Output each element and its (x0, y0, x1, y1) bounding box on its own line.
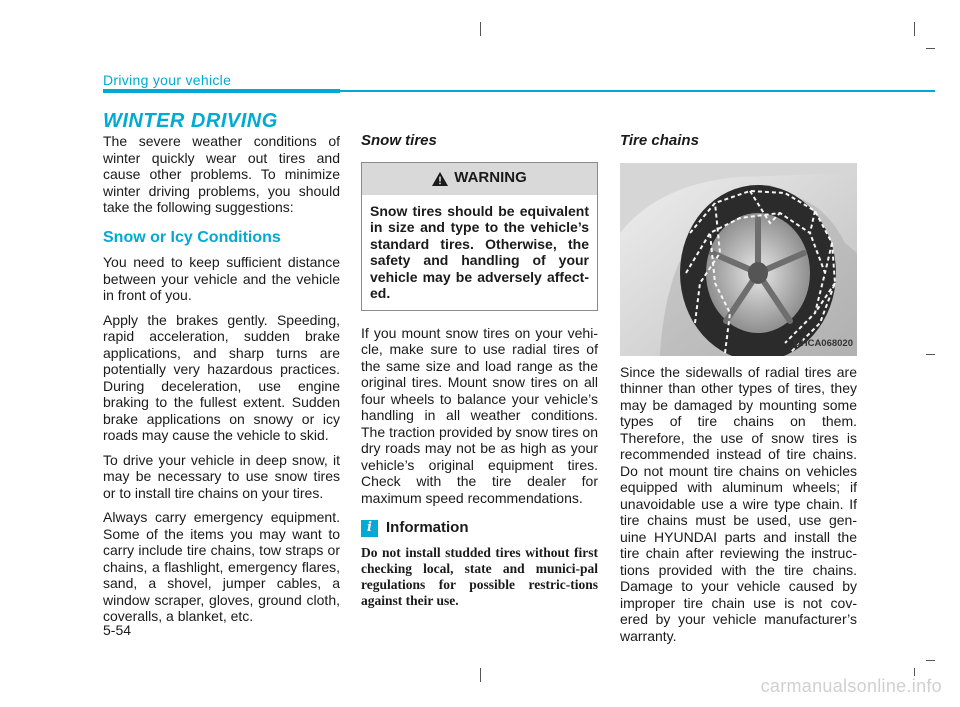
page-number: 5-54 (103, 622, 132, 638)
heading-snow-tires: Snow tires (361, 132, 437, 149)
warning-triangle-icon (432, 172, 448, 186)
information-text: Do not install studded tires without first checking local, state and munici-pal regulations for possible restric-tions against their use. (361, 545, 598, 608)
warning-label: WARNING (454, 169, 527, 187)
crop-mark (926, 660, 935, 661)
info-icon: i (361, 520, 378, 537)
tire-chain-illustration (620, 163, 857, 356)
header-rule (103, 90, 935, 92)
page-title: WINTER DRIVING (103, 110, 278, 132)
warning-header (362, 163, 597, 195)
crop-mark (914, 668, 915, 676)
warning-text: Snow tires should be equivalent in size and type to the vehicle’s standard tires. Otherwise, the safety and handling of your vehicle may be adversely affect-ed. (370, 202, 589, 301)
heading-tire-chains: Tire chains (620, 132, 699, 149)
information-header (361, 520, 598, 537)
tire-chain-image (620, 163, 857, 356)
crop-mark (480, 22, 481, 36)
paragraph: Apply the brakes gently. Speeding, rapid acceleration, sudden brake applications, and sharp turns are potentially very hazardous practices. During deceleration, use engine braking to the fullest extent. Sudden brake applications on snowy or icy roads may cause the vehicle to skid. (103, 311, 340, 443)
crop-mark (480, 668, 481, 682)
crop-mark (926, 48, 935, 49)
section-label: Driving your vehicle (103, 72, 232, 88)
column-middle (361, 133, 598, 617)
column-right (620, 133, 857, 652)
crop-mark (914, 22, 915, 36)
column-left (103, 133, 340, 633)
paragraph: You need to keep sufficient distance between your vehicle and the vehicle in front of you. (103, 254, 340, 303)
tire-chains-paragraph: Since the sidewalls of radial tires are thinner than other types of tires, they may be damaged by mounting some types of tire chains on them. Therefore, the use of snow tires is recommended instead of tire chains. Do not mount tire chains on vehicles equipped with aluminum wheels; if unavoidable use a wire type chain. If tire chains must be used, use gen-uine HYUNDAI parts and install the tire chain after reviewing the instruc-tions provided with the tire chains. Damage to your vehicle caused by improper tire chain use is not cov-ered by your vehicle manufacturer’s warranty. (620, 363, 857, 644)
paragraph: To drive your vehicle in deep snow, it may be necessary to use snow tires or to install tire chains on your tires. (103, 451, 340, 501)
snow-tires-paragraph: If you mount snow tires on your vehi-cle, make sure to use radial tires of the same size and load range as the original tires. Mount snow tires on all four wheels to balance your vehicle’s handling in all weather conditions. The traction provided by snow tires on dry roads may not be as high as your vehicle’s original equipment tires. Check with the tire dealer for maximum speed recommendations. (361, 324, 598, 506)
warning-box (361, 162, 598, 311)
figure-code: OHCA068020 (793, 338, 853, 349)
watermark: carmanualsonline.info (760, 676, 942, 696)
intro-paragraph: The severe weather conditions of winter quickly wear out tires and cause other problems. To minimize winter driving problems, you should take the following suggestions: (103, 133, 340, 215)
paragraph: Always carry emergency equipment. Some of the items you may want to carry include tire chains, tow straps or chains, a flashlight, emergency flares, sand, a shovel, jumper cables, a window scraper, gloves, ground cloth, coveralls, a blanket, etc. (103, 509, 340, 624)
crop-mark (926, 354, 935, 355)
information-title: Information (386, 519, 469, 537)
subheading-snow-icy: Snow or Icy Conditions (103, 228, 281, 246)
